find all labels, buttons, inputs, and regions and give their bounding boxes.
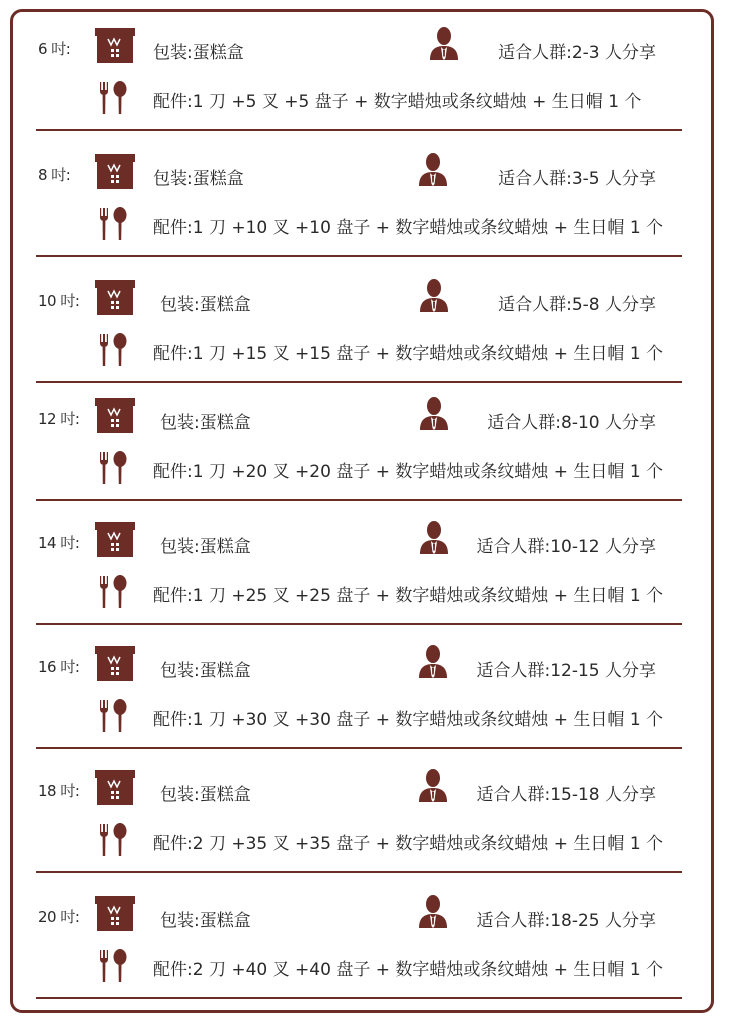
crowd-label: 适合人群:15-18 人分享 <box>476 785 656 805</box>
size-label: 12 吋: <box>38 410 80 428</box>
fork-spoon-icon <box>98 207 128 241</box>
size-spec-row <box>0 752 730 876</box>
person-icon <box>419 520 449 554</box>
accessories-label: 配件:1 刀 +15 叉 +15 盘子 + 数字蜡烛或条纹蜡烛 + 生日帽 1 个 <box>153 344 664 364</box>
package-label: 包装:蛋糕盒 <box>160 785 251 805</box>
package-label: 包装:蛋糕盒 <box>160 911 251 931</box>
gift-box-icon <box>94 769 136 806</box>
person-icon <box>429 26 459 60</box>
row-divider <box>36 623 682 625</box>
size-spec-row <box>0 380 730 504</box>
size-label: 20 吋: <box>38 908 80 926</box>
size-spec-row <box>0 504 730 628</box>
size-spec-row <box>0 878 730 1002</box>
accessories-label: 配件:2 刀 +35 叉 +35 盘子 + 数字蜡烛或条纹蜡烛 + 生日帽 1 个 <box>153 834 664 854</box>
crowd-label: 适合人群:2-3 人分享 <box>498 43 656 63</box>
crowd-label: 适合人群:12-15 人分享 <box>476 661 656 681</box>
accessories-label: 配件:1 刀 +20 叉 +20 盘子 + 数字蜡烛或条纹蜡烛 + 生日帽 1 个 <box>153 462 664 482</box>
package-label: 包装:蛋糕盒 <box>160 537 251 557</box>
crowd-label: 适合人群:5-8 人分享 <box>498 295 656 315</box>
size-label: 16 吋: <box>38 658 80 676</box>
gift-box-icon <box>94 279 136 316</box>
package-label: 包装:蛋糕盒 <box>153 43 244 63</box>
gift-box-icon <box>94 153 136 190</box>
row-divider <box>36 499 682 501</box>
size-label: 10 吋: <box>38 292 80 310</box>
person-icon <box>418 644 448 678</box>
accessories-label: 配件:1 刀 +5 叉 +5 盘子 + 数字蜡烛或条纹蜡烛 + 生日帽 1 个 <box>153 92 642 112</box>
package-label: 包装:蛋糕盒 <box>160 295 251 315</box>
crowd-label: 适合人群:8-10 人分享 <box>487 413 656 433</box>
accessories-label: 配件:1 刀 +30 叉 +30 盘子 + 数字蜡烛或条纹蜡烛 + 生日帽 1 个 <box>153 710 664 730</box>
person-icon <box>418 894 448 928</box>
fork-spoon-icon <box>98 575 128 609</box>
package-label: 包装:蛋糕盒 <box>160 661 251 681</box>
package-label: 包装:蛋糕盒 <box>153 169 244 189</box>
size-spec-row <box>0 262 730 386</box>
fork-spoon-icon <box>98 823 128 857</box>
fork-spoon-icon <box>98 451 128 485</box>
gift-box-icon <box>94 521 136 558</box>
size-label: 6 吋: <box>38 40 71 58</box>
size-spec-row <box>0 628 730 752</box>
person-icon <box>419 278 449 312</box>
accessories-label: 配件:1 刀 +25 叉 +25 盘子 + 数字蜡烛或条纹蜡烛 + 生日帽 1 个 <box>153 586 664 606</box>
size-spec-row <box>0 10 730 134</box>
size-label: 14 吋: <box>38 534 80 552</box>
fork-spoon-icon <box>98 81 128 115</box>
package-label: 包装:蛋糕盒 <box>160 413 251 433</box>
gift-box-icon <box>94 645 136 682</box>
fork-spoon-icon <box>98 949 128 983</box>
crowd-label: 适合人群:3-5 人分享 <box>498 169 656 189</box>
gift-box-icon <box>94 397 136 434</box>
row-divider <box>36 129 682 131</box>
crowd-label: 适合人群:18-25 人分享 <box>476 911 656 931</box>
gift-box-icon <box>94 27 136 64</box>
size-label: 8 吋: <box>38 166 71 184</box>
row-divider <box>36 997 682 999</box>
fork-spoon-icon <box>98 699 128 733</box>
row-divider <box>36 871 682 873</box>
person-icon <box>418 152 448 186</box>
row-divider <box>36 747 682 749</box>
size-label: 18 吋: <box>38 782 80 800</box>
person-icon <box>419 396 449 430</box>
row-divider <box>36 255 682 257</box>
gift-box-icon <box>94 895 136 932</box>
accessories-label: 配件:1 刀 +10 叉 +10 盘子 + 数字蜡烛或条纹蜡烛 + 生日帽 1 个 <box>153 218 664 238</box>
size-spec-row <box>0 136 730 260</box>
accessories-label: 配件:2 刀 +40 叉 +40 盘子 + 数字蜡烛或条纹蜡烛 + 生日帽 1 个 <box>153 960 664 980</box>
person-icon <box>418 768 448 802</box>
fork-spoon-icon <box>98 333 128 367</box>
crowd-label: 适合人群:10-12 人分享 <box>476 537 656 557</box>
